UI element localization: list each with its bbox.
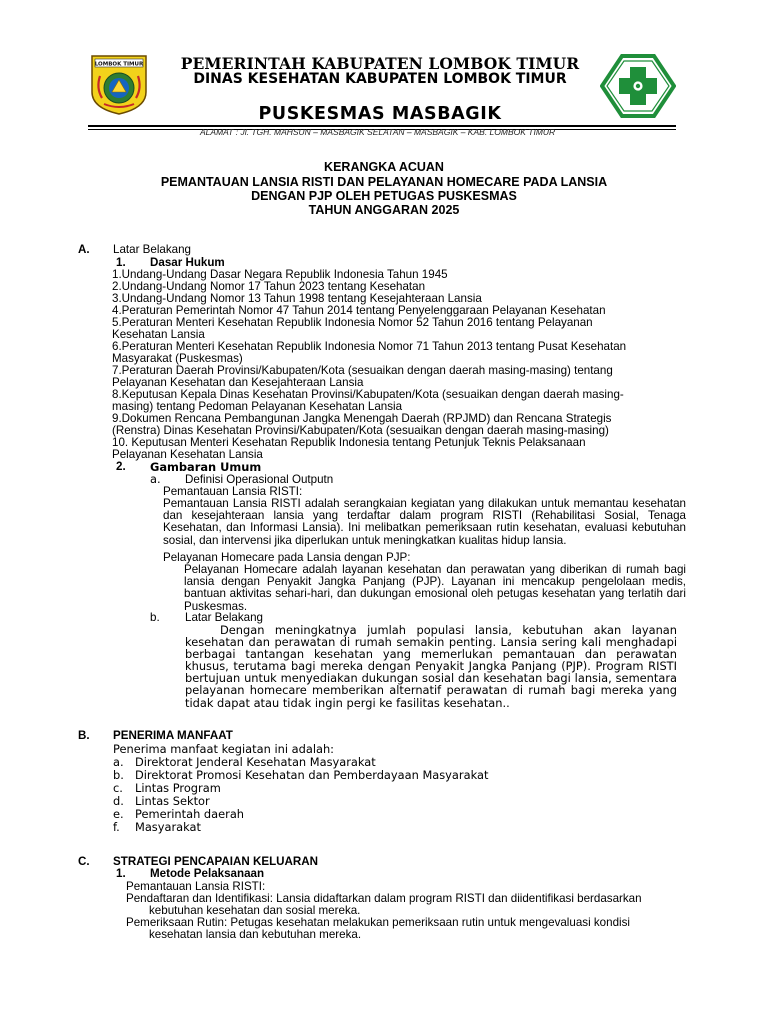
beneficiary-item: Direktorat Promosi Kesehatan dan Pemberdayaan Masyarakat xyxy=(135,768,489,782)
risti-label: Pemantauan Lansia RISTI: xyxy=(163,485,303,498)
section-a-heading: Latar Belakang xyxy=(113,243,191,256)
section-b-heading: PENERIMA MANFAAT xyxy=(113,729,233,742)
beneficiary-letter: c. xyxy=(113,781,123,795)
law-item: 2.Undang-Undang Nomor 17 Tahun 2023 tentang Kesehatan xyxy=(112,280,426,293)
law-item: 5.Peraturan Menteri Kesehatan Republik Indonesia Nomor 52 Tahun 2016 tentang Pelayanan xyxy=(112,316,593,329)
section-a-letter: A. xyxy=(78,243,90,256)
beneficiary-letter: f. xyxy=(113,820,120,834)
beneficiary-item: Lintas Sektor xyxy=(135,794,210,808)
header-line-3: PUSKESMAS MASBAGIK xyxy=(258,104,502,124)
beneficiary-item: Masyarakat xyxy=(135,820,201,834)
law-item-cont: (Renstra) Dinas Kesehatan Provinsi/Kabupaten/Kota (sesuaikan dengan daerah masing-masing) xyxy=(112,424,609,437)
metode-line: Pendaftaran dan Identifikasi: Lansia didaftarkan dalam program RISTI dan diidentifikasi berdasarkan xyxy=(126,892,642,905)
doc-title-1: KERANGKA ACUAN xyxy=(324,160,444,174)
metode-label: Pemantauan Lansia RISTI: xyxy=(126,880,266,893)
header-line-1: PEMERINTAH KABUPATEN LOMBOK TIMUR xyxy=(180,54,580,73)
law-item: 1.Undang-Undang Dasar Negara Republik Indonesia Tahun 1945 xyxy=(112,268,448,281)
dasar-hukum-number: 1. xyxy=(116,256,126,269)
section-b-intro: Penerima manfaat kegiatan ini adalah: xyxy=(113,742,335,756)
beneficiary-letter: e. xyxy=(113,807,124,821)
risti-text: Pemantauan Lansia RISTI adalah serangkaian kegiatan yang dilakukan untuk memantau kesehatan dan kesejahteraan lansia yang terdaftar dalam program RISTI (Rehabilitasi Sosial, Tenaga Kesehatan, dan Informasi Lansia). Ini melibatkan pemeriksaan rutin kesehatan, evaluasi kebutuhan sosial, dan intervensi jika diperlukan untuk meningkatkan kualitas hidup lansia. xyxy=(163,497,686,547)
beneficiary-item: Lintas Program xyxy=(135,781,221,795)
dasar-hukum-heading: Dasar Hukum xyxy=(150,256,225,269)
section-c-heading: STRATEGI PENCAPAIAN KELUARAN xyxy=(113,855,319,868)
latar-belakang-paragraph: Dengan meningkatnya jumlah populasi lansia, kebutuhan akan layanan kesehatan dan perawatan di rumah semakin penting. Lansia sering kali menghadapi berbagai tantangan kesehatan yang memerlukan pemantauan dan perawatan khusus, terutama bagi mereka dengan Penyakit Jangka Panjang (PJP). Program RISTI bertujuan untuk menyediakan dukungan sosial dan kesehatan bagi lansia, sementara pelayanan homecare memberikan alternatif perawatan di rumah bagi mereka yang tidak dapat atau tidak ingin pergi ke fasilitas kesehatan.. xyxy=(185,623,677,710)
metode-line: kebutuhan kesehatan dan sosial mereka. xyxy=(149,904,361,917)
law-item-cont: Pelayanan Kesehatan dan Kesejahteraan Lansia xyxy=(112,376,364,389)
beneficiary-item: Direktorat Jenderal Kesehatan Masyarakat xyxy=(135,755,376,769)
beneficiary-letter: d. xyxy=(113,794,124,808)
law-item: 3.Undang-Undang Nomor 13 Tahun 1998 tentang Kesejahteraan Lansia xyxy=(112,292,482,305)
law-item-cont: Kesehatan Lansia xyxy=(112,328,205,341)
header-line-2: DINAS KESEHATAN KABUPATEN LOMBOK TIMUR xyxy=(193,71,567,87)
beneficiary-item: Pemerintah daerah xyxy=(135,807,245,821)
law-item-cont: Masyarakat (Puskesmas) xyxy=(112,352,243,365)
definisi-heading: Definisi Operasional Outputn xyxy=(185,473,334,486)
law-item: 10. Keputusan Menteri Kesehatan Republik Indonesia tentang Petunjuk Teknis Pelaksanaan xyxy=(112,436,586,449)
law-item: 8.Keputusan Kepala Dinas Kesehatan Provinsi/Kabupaten/Kota (sesuaikan dengan daerah masing- xyxy=(112,388,624,401)
metode-heading: Metode Pelaksanaan xyxy=(150,867,265,880)
gambaran-umum-heading: Gambaran Umum xyxy=(150,460,262,474)
lombok-timur-emblem-icon xyxy=(88,52,150,116)
section-b-letter: B. xyxy=(78,729,90,742)
gambaran-umum-number: 2. xyxy=(116,460,126,473)
law-item: 9.Dokumen Rencana Pembangunan Jangka Menengah Daerah (RPJMD) dan Rencana Strategis xyxy=(112,412,612,425)
homecare-paragraph: Pelayanan Homecare adalah layanan kesehatan dan perawatan yang diberikan di rumah bagi lansia dengan Penyakit Jangka Panjang (PJP). Layanan ini mencakup pengelolaan medis, bantuan aktivitas sehari-hari, dan dukungan emosional oleh petugas kesehatan yang terlatih dari Puskesmas. xyxy=(184,563,686,613)
section-c-letter: C. xyxy=(78,855,90,868)
definisi-letter: a. xyxy=(150,472,161,486)
doc-title-3: DENGAN PJP OLEH PETUGAS PUSKESMAS xyxy=(251,189,517,203)
homecare-label: Pelayanan Homecare pada Lansia dengan PJP: xyxy=(163,551,411,564)
law-item: 7.Peraturan Daerah Provinsi/Kabupaten/Kota (sesuaikan dengan daerah masing-masing) tentang xyxy=(112,364,613,377)
doc-title-4: TAHUN ANGGARAN 2025 xyxy=(308,203,460,217)
metode-line: Pemeriksaan Rutin: Petugas kesehatan melakukan pemeriksaan rutin untuk mengevaluasi kondisi xyxy=(126,916,630,929)
law-item: 6.Peraturan Menteri Kesehatan Republik Indonesia Nomor 71 Tahun 2013 tentang Pusat Kesehatan xyxy=(112,340,627,353)
emblem-text: LOMBOK TIMUR xyxy=(94,61,144,68)
law-item: 4.Peraturan Pemerintah Nomor 47 Tahun 2014 tentang Penyelenggaraan Pelayanan Kesehatan xyxy=(112,304,606,317)
latar-belakang-heading: Latar Belakang xyxy=(185,611,263,624)
law-item-cont: masing) tentang Pedoman Pelayanan Kesehatan Lansia xyxy=(112,400,403,413)
doc-title-2: PEMANTAUAN LANSIA RISTI DAN PELAYANAN HOMECARE PADA LANSIA xyxy=(160,175,608,189)
metode-line: kesehatan lansia dan kebutuhan mereka. xyxy=(149,928,362,941)
beneficiary-letter: b. xyxy=(113,768,124,782)
metode-number: 1. xyxy=(116,867,126,880)
puskesmas-green-cross-icon xyxy=(600,54,676,118)
law-item-cont: Pelayanan Kesehatan Lansia xyxy=(112,448,263,461)
latar-belakang-letter: b. xyxy=(150,611,160,624)
beneficiary-letter: a. xyxy=(113,755,124,769)
risti-paragraph xyxy=(163,498,686,547)
header-address: ALAMAT : Jl. TGH. MAHSUN – MASBAGIK SELATAN – MASBAGIK – KAB. LOMBOK TIMUR xyxy=(200,127,556,137)
